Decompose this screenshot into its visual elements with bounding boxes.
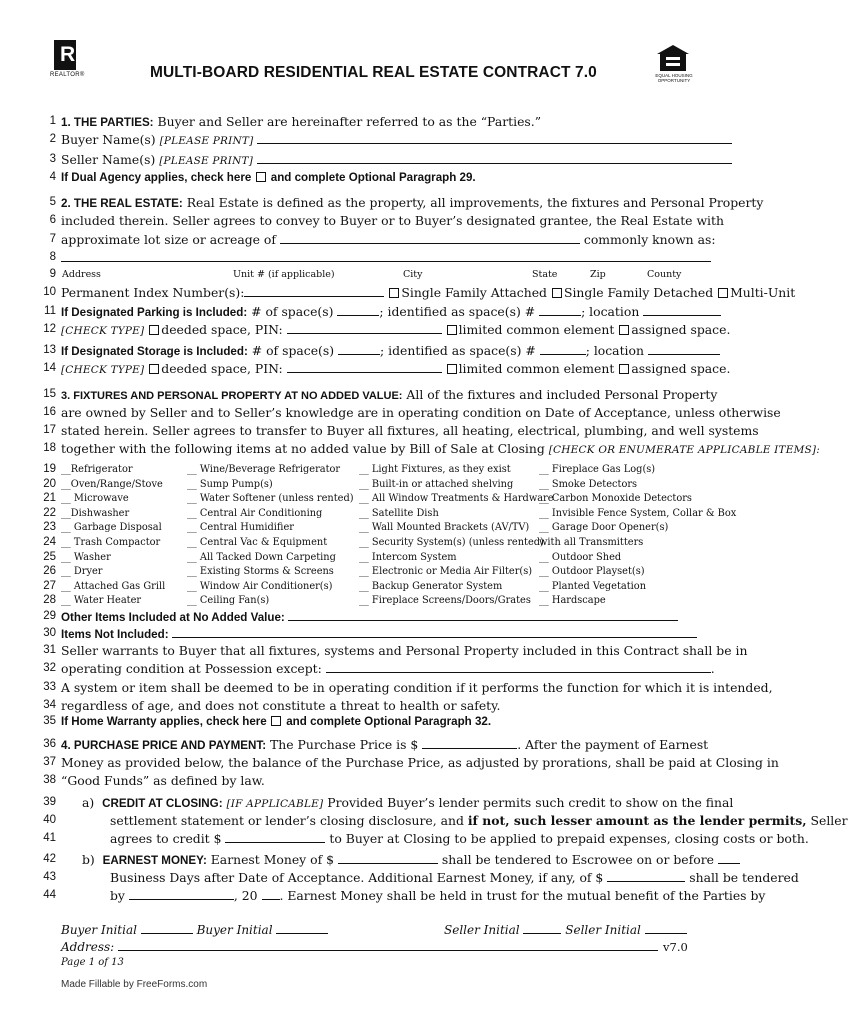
seller-initials-row: Seller Initial Seller Initial: [444, 921, 687, 937]
fixture-item[interactable]: __ Fireplace Gas Log(s): [539, 464, 656, 475]
fixture-item[interactable]: __Oven/Range/Stove: [61, 478, 163, 490]
realtor-logo-caption: REALTOR®: [50, 72, 85, 78]
fixture-item[interactable]: __ Existing Storms & Screens: [187, 566, 334, 578]
line-15: 15 3. FIXTURES AND PERSONAL PROPERTY AT NO ADDED VALUE: All of the fixtures and included Personal Property: [43, 387, 718, 402]
fixture-item[interactable]: __ Planted Vegetation: [539, 580, 647, 592]
fixture-item[interactable]: __ Water Softener (unless rented): [187, 493, 354, 505]
buyer-initials-row: Buyer Initial Buyer Initial: [61, 921, 328, 937]
single-family-detached-checkbox[interactable]: [552, 288, 562, 298]
line-41: 41 agrees to credit $ to Buyer at Closing to be applied to prepaid expenses, closing costs or both.: [43, 831, 809, 846]
dual-agency-checkbox[interactable]: [256, 172, 266, 182]
fixture-item[interactable]: __ Trash Compactor: [61, 537, 161, 548]
items-not-included-field[interactable]: [172, 625, 697, 638]
fixture-item[interactable]: __ Electronic or Media Air Filter(s): [359, 566, 533, 578]
made-fillable-note: Made Fillable by FreeForms.com: [61, 979, 208, 990]
fixture-item[interactable]: __ Outdoor Shed: [539, 551, 622, 563]
line-23: 23 __ Garbage Disposal __ Central Humidifier __ Wall Mounted Brackets (AV/TV) __ Garage Door Opener(s): [0, 519, 770, 536]
line-38: 38 “Good Funds” as defined by law.: [43, 773, 265, 788]
possession-exceptions-field[interactable]: [326, 660, 711, 673]
line-33: 33 A system or item shall be deemed to be in operating condition if it performs the function for which it is intended,: [43, 680, 773, 695]
fixture-item[interactable]: __ Dryer: [61, 566, 103, 578]
fixture-item[interactable]: __ Satellite Dish: [359, 507, 439, 519]
line-39: 39 a) CREDIT AT CLOSING: [IF APPLICABLE] Provided Buyer’s lender permits such credit to show on the final: [43, 795, 734, 810]
fixture-item[interactable]: __ Ceiling Fan(s): [187, 595, 270, 607]
other-items-field[interactable]: [288, 608, 678, 621]
fixture-item[interactable]: __ Central Humidifier: [187, 522, 294, 534]
line-36: 36 4. PURCHASE PRICE AND PAYMENT: The Purchase Price is $ . After the payment of Earnest: [43, 737, 709, 752]
line-4: 4 If Dual Agency applies, check here and complete Optional Paragraph 29.: [49, 171, 476, 184]
storage-id-field[interactable]: [540, 342, 586, 355]
additional-earnest-field[interactable]: [607, 869, 685, 882]
fixture-item[interactable]: __ Light Fixtures, as they exist: [359, 464, 511, 475]
fixture-item[interactable]: __ Hardscape: [539, 595, 606, 607]
fixture-item[interactable]: __ Backup Generator System: [359, 580, 503, 592]
line-6: 6 included therein. Seller agrees to convey to Buyer or to Buyer’s designated grantee, the Real Estate with: [49, 213, 724, 228]
parking-id-field[interactable]: [539, 303, 581, 316]
line-5: 5 2. THE REAL ESTATE: Real Estate is defined as the property, all improvements, the fixtures and Personal Property: [49, 195, 764, 210]
line-13: 13 If Designated Storage is Included: # of space(s) ; identified as space(s) # ; location: [0, 342, 770, 359]
parking-pin-field[interactable]: [287, 321, 442, 334]
earnest-days-field[interactable]: [718, 851, 740, 864]
storage-limited-common-checkbox[interactable]: [447, 364, 457, 374]
fixture-item[interactable]: with all Transmitters: [539, 537, 644, 548]
fixture-item[interactable]: __ Water Heater: [61, 595, 142, 607]
fixture-item[interactable]: __ Smoke Detectors: [539, 478, 638, 490]
line-7: 7 approximate lot size or acreage of commonly known as:: [49, 232, 716, 247]
line-43: 43 Business Days after Date of Acceptance. Additional Earnest Money, if any, of $ shall be tendered: [43, 870, 799, 885]
line-18: 18 together with the following items at no added value by Bill of Sale at Closing [CHECK OR ENUMERATE APPLICABLE ITEMS]:: [43, 441, 820, 456]
fixture-item[interactable]: __ Built-in or attached shelving: [359, 478, 514, 490]
fixture-item[interactable]: __ Garage Door Opener(s): [539, 522, 669, 534]
line-27: 27 __ Attached Gas Grill __ Window Air Conditioner(s) __ Backup Generator System __ Planted Vegetation: [0, 578, 770, 595]
parking-limited-common-checkbox[interactable]: [447, 325, 457, 335]
earnest-year-field[interactable]: [262, 887, 280, 900]
fixture-item[interactable]: __ Carbon Monoxide Detectors: [539, 493, 692, 505]
fixture-item[interactable]: __ Wall Mounted Brackets (AV/TV): [359, 522, 530, 534]
fixture-item[interactable]: __ Sump Pump(s): [187, 478, 273, 490]
realtor-logo: [50, 40, 85, 80]
line-28: 28 __ Water Heater __ Ceiling Fan(s) __ Fireplace Screens/Doors/Grates __ Hardscape: [0, 592, 770, 609]
home-warranty-checkbox[interactable]: [271, 716, 281, 726]
line-25: 25 __ Washer __ All Tacked Down Carpeting __ Intercom System __ Outdoor Shed: [0, 549, 770, 566]
earnest-date-field[interactable]: [129, 887, 234, 900]
storage-assigned-checkbox[interactable]: [619, 364, 629, 374]
footer-address-field[interactable]: [118, 938, 658, 951]
storage-pin-field[interactable]: [287, 360, 442, 373]
multi-unit-checkbox[interactable]: [718, 288, 728, 298]
line-21: 21 __ Microwave __ Water Softener (unless rented) __ All Window Treatments & Hardware __ Carbon Monoxide Detectors: [0, 490, 770, 507]
fixture-item[interactable]: __Refrigerator: [61, 464, 133, 475]
buyer-initial-1[interactable]: [141, 921, 193, 934]
line-1: 1 1. THE PARTIES: Buyer and Seller are hereinafter referred to as the “Parties.”: [49, 114, 542, 129]
realtor-logo-letter: R: [60, 43, 76, 66]
fixture-item[interactable]: __ All Window Treatments & Hardware: [359, 493, 554, 505]
parking-location-field[interactable]: [643, 303, 721, 316]
line-34: 34 regardless of age, and does not constitute a threat to health or safety.: [43, 698, 501, 713]
equal-housing-icon: [655, 44, 691, 82]
line-44: 44 by , 20 . Earnest Money shall be held in trust for the mutual benefit of the Parties by: [43, 888, 766, 903]
parking-assigned-checkbox[interactable]: [619, 325, 629, 335]
line-9: 9 Address Unit # (if applicable) City State Zip County: [49, 268, 682, 280]
fixture-item[interactable]: __ Invisible Fence System, Collar & Box: [539, 507, 737, 519]
line-11: 11 If Designated Parking is Included: # of space(s) ; identified as space(s) # ; location: [0, 303, 770, 320]
page-title: MULTI-BOARD RESIDENTIAL REAL ESTATE CONTRACT 7.0: [150, 64, 597, 81]
page-number: Page 1 of 13: [61, 957, 124, 968]
line-31: 31 Seller warrants to Buyer that all fixtures, systems and Personal Property included in this Contract shall be in: [43, 643, 748, 658]
fixture-item[interactable]: __ Outdoor Playset(s): [539, 566, 645, 578]
line-10: 10 Permanent Index Number(s): Single Family Attached Single Family Detached Multi-Unit: [43, 285, 796, 300]
line-32: 32 operating condition at Possession except: .: [43, 661, 715, 676]
fixture-item[interactable]: __ Intercom System: [359, 551, 457, 563]
version-label: v7.0: [663, 940, 688, 954]
single-family-attached-checkbox[interactable]: [389, 288, 399, 298]
purchase-price-field[interactable]: [422, 736, 517, 749]
line-3: 3 Seller Name(s) [PLEASE PRINT]: [0, 151, 770, 168]
equal-housing-caption: EQUAL HOUSING OPPORTUNITY: [655, 73, 693, 83]
address-field[interactable]: [61, 249, 711, 262]
fixture-item[interactable]: __ Window Air Conditioner(s): [187, 580, 333, 592]
footer-address-row: Address:: [61, 938, 658, 954]
line-26: 26 __ Dryer __ Existing Storms & Screens __ Electronic or Media Air Filter(s) __ Outdoor Playset(s): [0, 563, 770, 580]
line-22: 22 __Dishwasher __ Central Air Conditioning __ Satellite Dish __ Invisible Fence System, Collar & Box: [0, 505, 770, 522]
fixture-item[interactable]: __ Microwave: [61, 493, 129, 505]
buyer-initial-2[interactable]: [276, 921, 328, 934]
seller-name-field[interactable]: [257, 151, 732, 164]
line-40: 40 settlement statement or lender’s closing disclosure, and if not, such lesser amount as the lender permits, Seller: [43, 813, 848, 828]
fixture-item[interactable]: __ All Tacked Down Carpeting: [187, 551, 336, 563]
line-8: 8: [0, 249, 770, 266]
earnest-money-field[interactable]: [338, 851, 438, 864]
credit-amount-field[interactable]: [225, 830, 325, 843]
fixture-item[interactable]: __ Washer: [61, 551, 111, 563]
fixture-item[interactable]: __ Security System(s) (unless rented): [359, 537, 544, 548]
line-42: 42 b) EARNEST MONEY: Earnest Money of $ shall be tendered to Escrowee on or before: [0, 851, 770, 868]
line-35: 35 If Home Warranty applies, check here and complete Optional Paragraph 32.: [43, 715, 492, 728]
line-24: 24 __ Trash Compactor __ Central Vac & Equipment __ Security System(s) (unless rented) with all Transmitters: [0, 534, 770, 551]
parking-deeded-checkbox[interactable]: [149, 325, 159, 335]
line-30: 30 Items Not Included:: [0, 625, 770, 642]
buyer-name-field[interactable]: [257, 131, 732, 144]
seller-initial-2[interactable]: [645, 921, 687, 934]
fixture-item[interactable]: __Dishwasher: [61, 507, 130, 519]
line-29: 29 Other Items Included at No Added Value:: [0, 608, 770, 625]
lot-size-field[interactable]: [280, 231, 580, 244]
line-19: 19 __Refrigerator __ Wine/Beverage Refrigerator __ Light Fixtures, as they exist __ Fireplace Gas Log(s): [0, 461, 770, 478]
parking-spaces-field[interactable]: [337, 303, 379, 316]
line-20: 20 __Oven/Range/Stove __ Sump Pump(s) __ Built-in or attached shelving __ Smoke Detectors: [0, 476, 770, 493]
seller-initial-1[interactable]: [523, 921, 561, 934]
fixture-item[interactable]: __ Central Air Conditioning: [187, 507, 323, 519]
line-16: 16 are owned by Seller and to Seller’s knowledge are in operating condition on Date of Acceptance, unless otherwise: [43, 405, 781, 420]
line-17: 17 stated herein. Seller agrees to transfer to Buyer all fixtures, all heating, electrical, plumbing, and well systems: [43, 423, 759, 438]
storage-deeded-checkbox[interactable]: [149, 364, 159, 374]
line-2: 2 Buyer Name(s) [PLEASE PRINT]: [0, 131, 770, 148]
fixture-item[interactable]: __ Fireplace Screens/Doors/Grates: [359, 595, 531, 607]
fixture-item[interactable]: __ Wine/Beverage Refrigerator: [187, 464, 341, 475]
pin-field[interactable]: [244, 284, 384, 297]
line-12: 12 [CHECK TYPE] deeded space, PIN: limited common element assigned space.: [43, 322, 731, 337]
line-37: 37 Money as provided below, the balance of the Purchase Price, as adjusted by prorations, shall be paid at Closing in: [43, 755, 779, 770]
fixture-item[interactable]: __ Central Vac & Equipment: [187, 537, 328, 548]
storage-spaces-field[interactable]: [338, 342, 380, 355]
line-14: 14 [CHECK TYPE] deeded space, PIN: limited common element assigned space.: [43, 361, 731, 376]
storage-location-field[interactable]: [648, 342, 720, 355]
fixture-item[interactable]: __ Attached Gas Grill: [61, 580, 166, 592]
fixture-item[interactable]: __ Garbage Disposal: [61, 522, 162, 534]
